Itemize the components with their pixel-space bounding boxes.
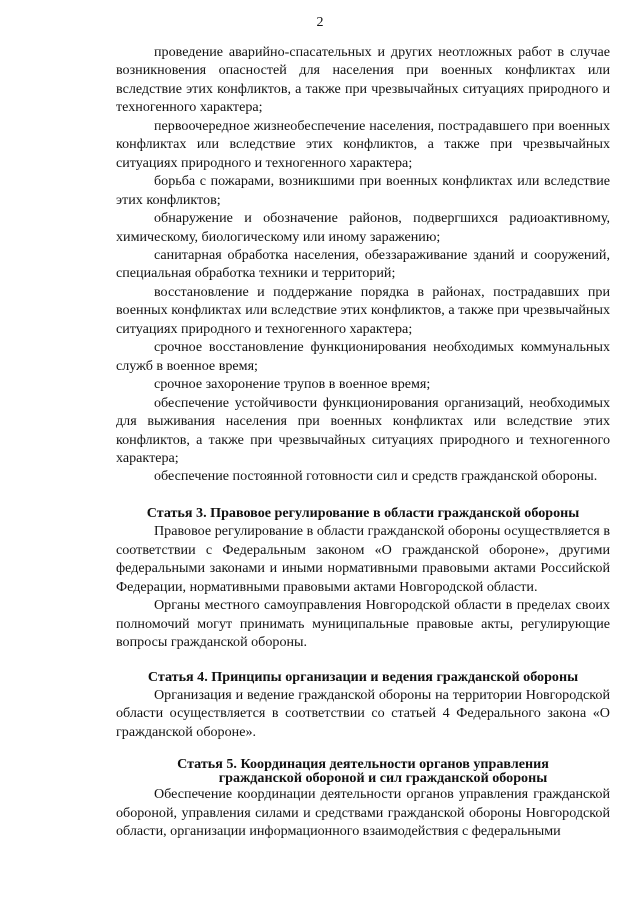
article-4-paragraph: Организация и ведение гражданской обороны на территории Новгородской области осуществляется в соответствии со статьей 4 Федерального закона «О гражданской обороне». <box>116 686 610 740</box>
list-item: восстановление и поддержание порядка в районах, пострадавших при военных конфликтах или вследствие этих конфликтов, а также при чрезвычайных ситуациях природного и техногенного характера; <box>116 283 610 337</box>
list-item: санитарная обработка населения, обеззараживание зданий и сооружений, специальная обработка техники и территорий; <box>116 246 610 282</box>
article-5-paragraph: Обеспечение координации деятельности органов управления гражданской обороной, управления силами и средствами гражданской обороны Новгородской области, организации информационного взаимодействия с федеральными <box>116 786 610 840</box>
article-3-paragraph: Правовое регулирование в области гражданской обороны осуществляется в соответствии с Федеральным законом «О гражданской обороне», другими федеральными законами и иными нормативными правовыми актами Российской Федерации, нормативными правовыми актами Новгородской области. <box>116 523 610 595</box>
list-of-tasks <box>116 43 610 486</box>
page-number: 2 <box>316 15 324 30</box>
list-item: проведение аварийно-спасательных и других неотложных работ в случае возникновения опасностей для населения при военных конфликтах или вследствие этих конфликтов, а также при чрезвычайных ситуациях природного и техногенного характера; <box>116 44 610 116</box>
list-item: обеспечение постоянной готовности сил и средств гражданской обороны. <box>154 468 598 485</box>
article-3-heading: Статья 3. Правовое регулирование в области гражданской обороны <box>146 504 580 521</box>
article-5-heading-line-2: гражданской обороной и сил гражданской обороны <box>218 770 548 787</box>
list-item: срочное захоронение трупов в военное время; <box>154 376 431 393</box>
list-item: срочное восстановление функционирования необходимых коммунальных служб в военное время; <box>116 339 610 374</box>
list-item: борьба с пожарами, возникшими при военных конфликтах или вследствие этих конфликтов; <box>116 173 610 208</box>
document-body <box>116 43 610 841</box>
article-5-heading-line-1: Статья 5. Координация деятельности органов управления <box>177 756 549 773</box>
article-4-heading: Статья 4. Принципы организации и ведения гражданской обороны <box>147 668 579 685</box>
article-3-paragraph: Органы местного самоуправления Новгородской области в пределах своих полномочий могут принимать муниципальные правовые акты, регулирующие вопросы гражданской обороны. <box>116 597 610 651</box>
article-5-heading <box>116 757 610 785</box>
list-item: обнаружение и обозначение районов, подвергшихся радиоактивному, химическому, биологическому или иному заражению; <box>116 210 610 245</box>
list-item: первоочередное жизнеобеспечение населения, пострадавшего при военных конфликтах или вследствие этих конфликтов, а также при чрезвычайных ситуациях природного и техногенного характера; <box>116 117 610 171</box>
list-item: обеспечение устойчивости функционирования организаций, необходимых для выживания населения при военных конфликтах или вследствие этих конфликтов, а также при чрезвычайных ситуациях природного и техногенного характера; <box>116 394 610 466</box>
